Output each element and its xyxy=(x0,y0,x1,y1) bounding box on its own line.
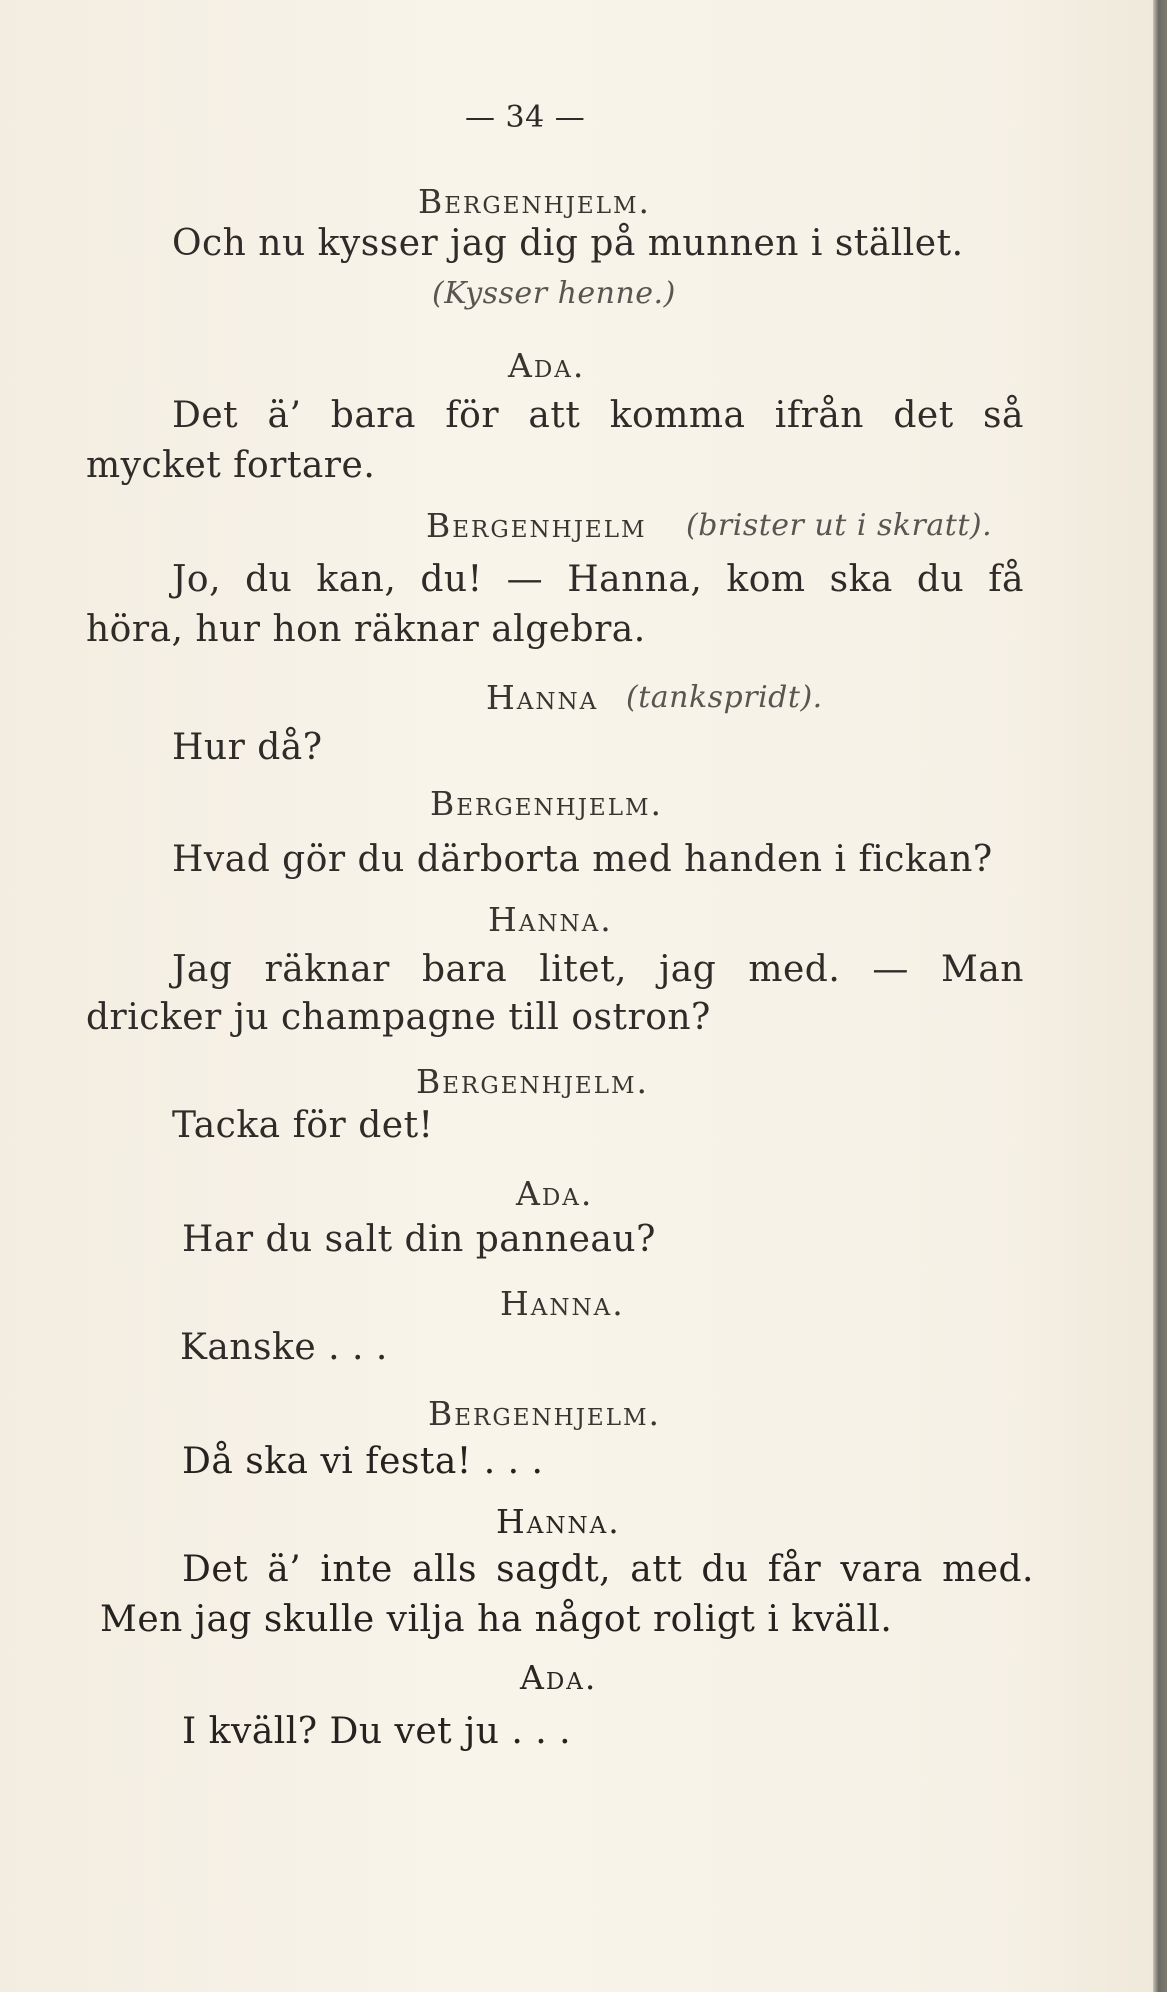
dialogue-line: dricker ju champagne till ostron? xyxy=(86,997,711,1038)
speaker-hanna: Hanna xyxy=(486,678,599,717)
speaker-bergenhjelm: Bergenhjelm. xyxy=(430,784,664,823)
dialogue-line: mycket fortare. xyxy=(86,445,376,486)
dialogue-line: Jo, du kan, du! — Hanna, kom ska du få xyxy=(172,559,1024,600)
speaker-ada: Ada. xyxy=(520,1658,598,1697)
dialogue-line: Jag räknar bara litet, jag med. — Man xyxy=(172,949,1024,990)
speaker-ada: Ada. xyxy=(516,1174,594,1213)
speaker-hanna: Hanna. xyxy=(488,900,613,939)
page-number: — 34 — xyxy=(465,100,586,135)
dialogue-line: Då ska vi festa! . . . xyxy=(182,1441,544,1482)
speaker-bergenhjelm: Bergenhjelm. xyxy=(418,182,652,221)
speaker-hanna: Hanna. xyxy=(496,1502,621,1541)
speaker-bergenhjelm: Bergenhjelm. xyxy=(428,1394,662,1433)
stage-direction: (brister ut i skratt). xyxy=(686,508,993,543)
speaker-bergenhjelm: Bergenhjelm. xyxy=(416,1062,650,1101)
dialogue-line: Tacka för det! xyxy=(172,1105,434,1146)
dialogue-line: Kanske . . . xyxy=(180,1327,388,1368)
dialogue-line: Hur då? xyxy=(172,727,323,768)
dialogue-line: Och nu kysser jag dig på munnen i stället. xyxy=(172,223,964,264)
page-edge-shadow xyxy=(1153,0,1167,1992)
speaker-bergenhjelm: Bergenhjelm xyxy=(426,506,647,545)
stage-direction: (Kysser henne.) xyxy=(432,276,676,311)
speaker-hanna: Hanna. xyxy=(500,1284,625,1323)
dialogue-line: Hvad gör du därborta med handen i fickan? xyxy=(172,839,993,880)
speaker-ada: Ada. xyxy=(508,346,586,385)
dialogue-line: Det ä’ inte alls sagdt, att du får vara med. xyxy=(182,1549,1034,1590)
dialogue-line: Det ä’ bara för att komma ifrån det så xyxy=(172,395,1024,436)
dialogue-line: Har du salt din panneau? xyxy=(182,1219,656,1260)
dialogue-line: Men jag skulle vilja ha något roligt i kväll. xyxy=(100,1599,893,1640)
stage-direction: (tankspridt). xyxy=(626,680,823,715)
dialogue-line: höra, hur hon räknar algebra. xyxy=(86,609,646,650)
dialogue-line: I kväll? Du vet ju . . . xyxy=(182,1711,572,1752)
